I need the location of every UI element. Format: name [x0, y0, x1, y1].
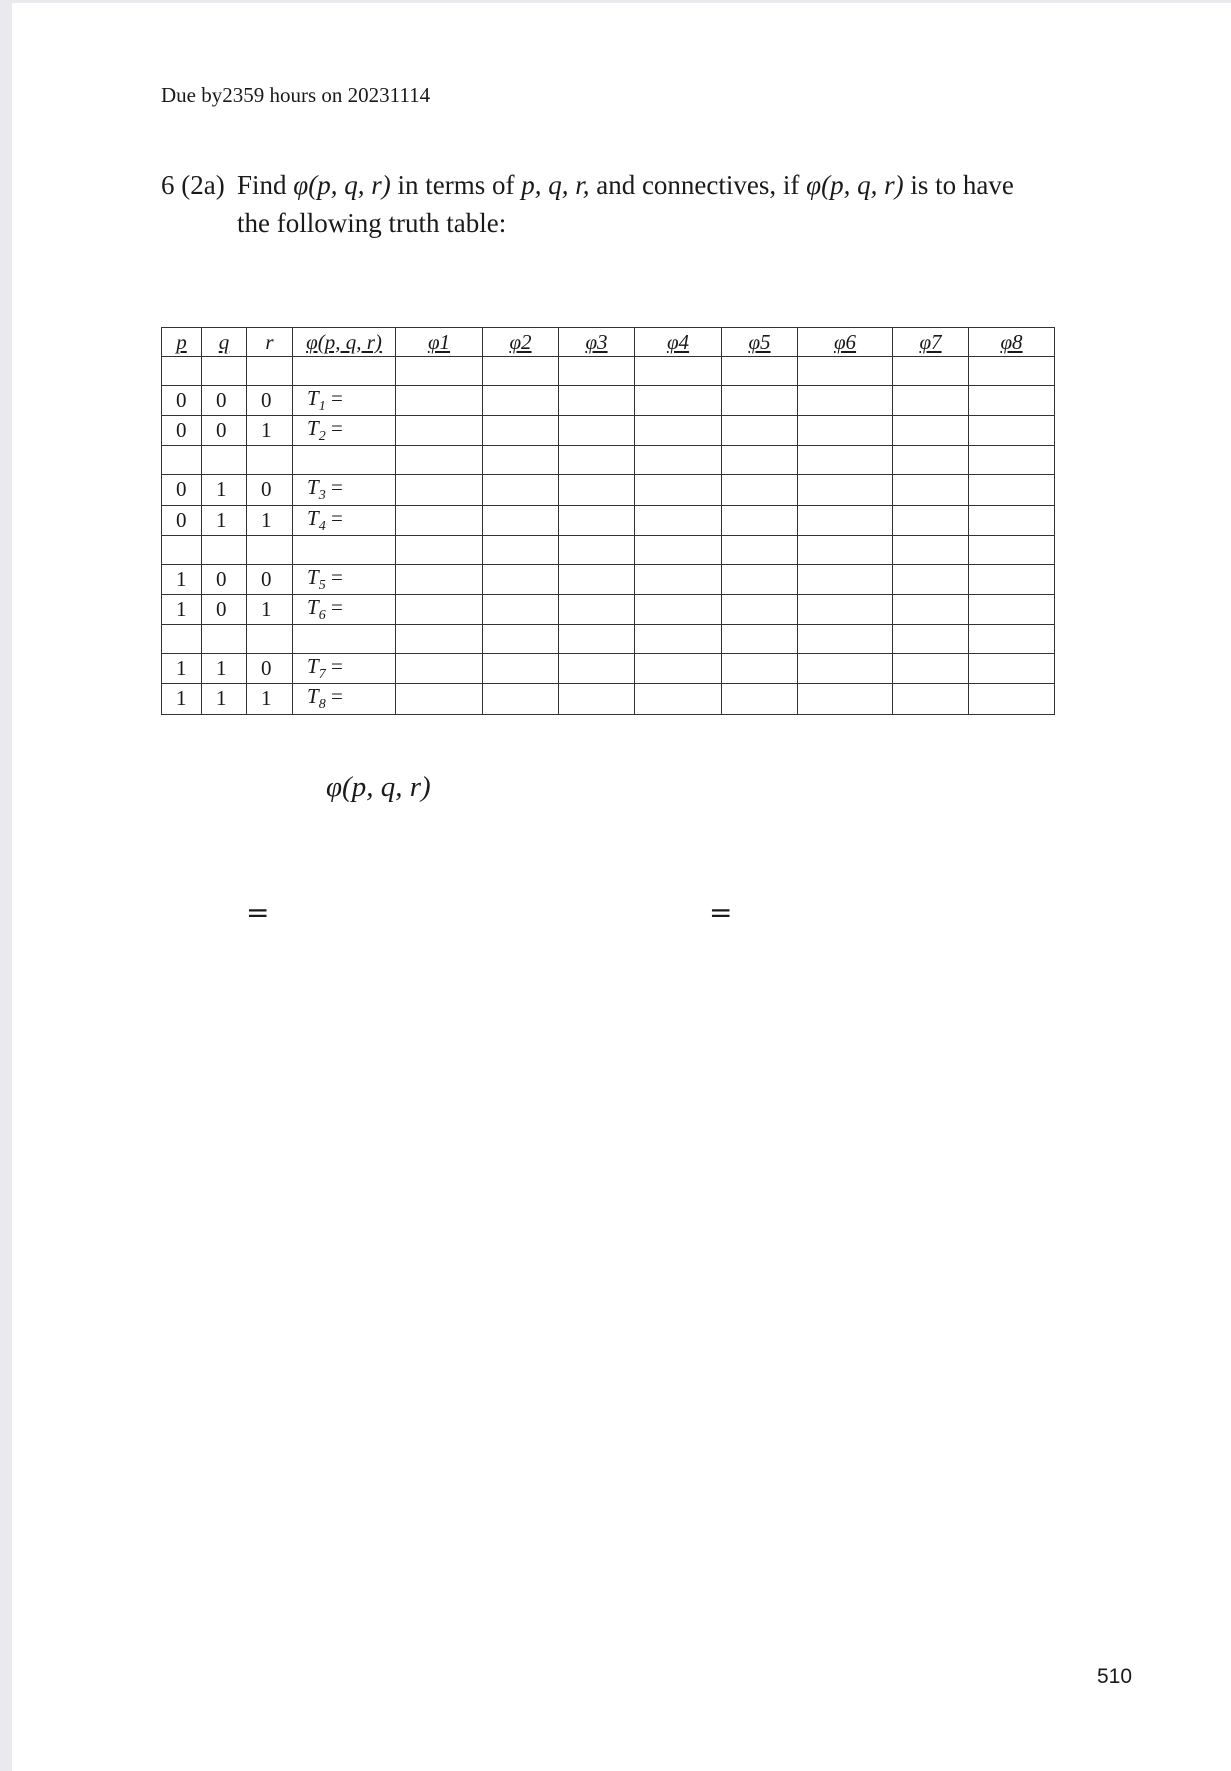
cell-q: 0	[202, 416, 247, 446]
empty-cell	[893, 625, 969, 654]
header-phi: φ(p, q, r)	[293, 328, 396, 357]
empty-cell	[722, 535, 798, 564]
cell-q: 0	[202, 386, 247, 416]
problem-text-b: in terms of	[390, 170, 522, 200]
empty-cell	[635, 684, 722, 714]
cell-p: 1	[162, 684, 202, 714]
empty-cell	[893, 564, 969, 594]
header-phi5: φ5	[722, 328, 798, 357]
empty-cell	[722, 594, 798, 624]
truth-table-body	[162, 357, 1055, 715]
cell-r: 1	[247, 594, 293, 624]
empty-cell	[635, 564, 722, 594]
empty-cell	[202, 535, 247, 564]
empty-cell	[893, 654, 969, 684]
empty-cell	[483, 564, 559, 594]
empty-cell	[722, 446, 798, 475]
cell-phi-value	[293, 416, 396, 446]
empty-cell	[396, 416, 483, 446]
truth-table-header-row	[162, 328, 1055, 357]
empty-cell	[483, 535, 559, 564]
table-row	[162, 654, 1055, 684]
problem-text-d: is to have	[903, 170, 1014, 200]
empty-cell	[969, 386, 1055, 416]
header-q: q	[202, 328, 247, 357]
empty-cell	[798, 564, 893, 594]
cell-q: 1	[202, 475, 247, 505]
empty-cell	[293, 625, 396, 654]
cell-q: 1	[202, 505, 247, 535]
term-subscript: 5	[318, 577, 326, 593]
cell-r: 0	[247, 386, 293, 416]
empty-cell	[722, 684, 798, 714]
empty-cell	[162, 357, 202, 386]
document-page	[12, 3, 1231, 1771]
cell-q: 1	[202, 654, 247, 684]
empty-cell	[202, 357, 247, 386]
empty-cell	[162, 625, 202, 654]
empty-cell	[483, 416, 559, 446]
empty-cell	[635, 535, 722, 564]
table-row-blank	[162, 357, 1055, 386]
empty-cell	[635, 654, 722, 684]
empty-cell	[247, 625, 293, 654]
cell-phi-value	[293, 505, 396, 535]
table-row-blank	[162, 625, 1055, 654]
cell-r: 0	[247, 564, 293, 594]
empty-cell	[293, 535, 396, 564]
term-subscript: 4	[318, 518, 326, 534]
empty-cell	[559, 475, 635, 505]
empty-cell	[722, 625, 798, 654]
term-letter: T	[307, 416, 319, 441]
empty-cell	[969, 446, 1055, 475]
cell-p: 1	[162, 564, 202, 594]
empty-cell	[483, 654, 559, 684]
empty-cell	[798, 684, 893, 714]
cell-r: 1	[247, 505, 293, 535]
empty-cell	[969, 357, 1055, 386]
empty-cell	[798, 475, 893, 505]
empty-cell	[893, 386, 969, 416]
cell-q: 0	[202, 594, 247, 624]
empty-cell	[559, 357, 635, 386]
cell-r: 1	[247, 416, 293, 446]
empty-cell	[798, 357, 893, 386]
empty-cell	[162, 446, 202, 475]
empty-cell	[893, 594, 969, 624]
header-phi2: φ2	[483, 328, 559, 357]
term-equals: =	[325, 564, 343, 589]
empty-cell	[483, 386, 559, 416]
empty-cell	[893, 505, 969, 535]
cell-q: 1	[202, 684, 247, 714]
term-letter: T	[307, 564, 319, 589]
term-letter: T	[307, 475, 319, 500]
empty-cell	[798, 594, 893, 624]
equals-sign-2: =	[709, 896, 733, 929]
empty-cell	[969, 416, 1055, 446]
table-row	[162, 684, 1055, 714]
empty-cell	[969, 475, 1055, 505]
empty-cell	[893, 684, 969, 714]
term-subscript: 8	[318, 697, 326, 713]
phi-expression-2: φ(p, q, r)	[806, 170, 904, 200]
cell-p: 1	[162, 594, 202, 624]
term-subscript: 6	[318, 608, 326, 624]
empty-cell	[635, 357, 722, 386]
empty-cell	[722, 475, 798, 505]
empty-cell	[635, 505, 722, 535]
table-row-blank	[162, 535, 1055, 564]
empty-cell	[798, 654, 893, 684]
empty-cell	[635, 386, 722, 416]
variables: p, q, r,	[521, 170, 590, 200]
cell-r: 1	[247, 684, 293, 714]
term-subscript: 7	[318, 667, 326, 683]
cell-r: 0	[247, 654, 293, 684]
empty-cell	[559, 386, 635, 416]
cell-p: 0	[162, 416, 202, 446]
empty-cell	[396, 684, 483, 714]
empty-cell	[559, 535, 635, 564]
cell-p: 0	[162, 475, 202, 505]
phi-expression: φ(p, q, r)	[293, 170, 391, 200]
empty-cell	[798, 386, 893, 416]
cell-r: 0	[247, 475, 293, 505]
cell-p: 0	[162, 505, 202, 535]
cell-phi-value	[293, 654, 396, 684]
empty-cell	[969, 684, 1055, 714]
empty-cell	[893, 446, 969, 475]
empty-cell	[202, 625, 247, 654]
table-row	[162, 416, 1055, 446]
empty-cell	[559, 505, 635, 535]
empty-cell	[396, 535, 483, 564]
cell-q: 0	[202, 564, 247, 594]
empty-cell	[635, 446, 722, 475]
empty-cell	[722, 416, 798, 446]
empty-cell	[635, 416, 722, 446]
empty-cell	[483, 625, 559, 654]
empty-cell	[969, 654, 1055, 684]
term-letter: T	[307, 505, 319, 530]
cell-phi-value	[293, 594, 396, 624]
empty-cell	[559, 594, 635, 624]
problem-number: 6 (2a)	[161, 170, 225, 200]
empty-cell	[969, 535, 1055, 564]
empty-cell	[396, 357, 483, 386]
cell-phi-value	[293, 684, 396, 714]
term-equals: =	[325, 386, 343, 410]
empty-cell	[798, 505, 893, 535]
term-subscript: 2	[318, 429, 326, 445]
cell-phi-value	[293, 386, 396, 416]
empty-cell	[635, 475, 722, 505]
empty-cell	[396, 594, 483, 624]
answer-phi-label: φ(p, q, r)	[326, 771, 431, 803]
empty-cell	[396, 654, 483, 684]
header-phi3: φ3	[559, 328, 635, 357]
empty-cell	[893, 475, 969, 505]
empty-cell	[162, 535, 202, 564]
term-letter: T	[307, 684, 319, 709]
term-letter: T	[307, 654, 319, 679]
empty-cell	[247, 357, 293, 386]
empty-cell	[202, 446, 247, 475]
empty-cell	[722, 564, 798, 594]
empty-cell	[798, 416, 893, 446]
due-date-header: Due by2359 hours on 20231114	[161, 83, 431, 107]
empty-cell	[247, 446, 293, 475]
empty-cell	[722, 386, 798, 416]
empty-cell	[893, 535, 969, 564]
empty-cell	[396, 446, 483, 475]
empty-cell	[893, 416, 969, 446]
empty-cell	[559, 564, 635, 594]
table-row	[162, 564, 1055, 594]
table-row	[162, 594, 1055, 624]
empty-cell	[722, 357, 798, 386]
equals-sign-1: =	[246, 896, 270, 929]
empty-cell	[293, 446, 396, 475]
header-phi1: φ1	[396, 328, 483, 357]
empty-cell	[559, 446, 635, 475]
empty-cell	[635, 594, 722, 624]
term-equals: =	[325, 505, 343, 530]
empty-cell	[396, 386, 483, 416]
problem-text-c: and connectives, if	[589, 170, 807, 200]
problem-text-line2: the following truth table:	[237, 208, 507, 238]
empty-cell	[969, 505, 1055, 535]
term-equals: =	[325, 654, 343, 679]
empty-cell	[396, 625, 483, 654]
header-phi4: φ4	[635, 328, 722, 357]
empty-cell	[483, 594, 559, 624]
empty-cell	[635, 625, 722, 654]
header-p: p	[162, 328, 202, 357]
empty-cell	[483, 446, 559, 475]
header-phi8: φ8	[969, 328, 1055, 357]
empty-cell	[559, 625, 635, 654]
term-letter: T	[307, 594, 319, 619]
term-equals: =	[325, 684, 343, 709]
problem-statement	[161, 166, 1141, 242]
term-subscript: 1	[318, 399, 326, 415]
term-letter: T	[307, 386, 319, 410]
cell-phi-value	[293, 564, 396, 594]
table-row-blank	[162, 446, 1055, 475]
empty-cell	[969, 625, 1055, 654]
table-row	[162, 505, 1055, 535]
table-row	[162, 475, 1055, 505]
term-equals: =	[325, 475, 343, 500]
empty-cell	[969, 564, 1055, 594]
header-r: r	[247, 328, 293, 357]
empty-cell	[396, 505, 483, 535]
truth-table	[161, 327, 1055, 715]
empty-cell	[559, 684, 635, 714]
empty-cell	[798, 625, 893, 654]
empty-cell	[247, 535, 293, 564]
term-subscript: 3	[318, 488, 326, 504]
term-equals: =	[325, 416, 343, 441]
empty-cell	[483, 357, 559, 386]
header-phi7: φ7	[893, 328, 969, 357]
empty-cell	[969, 594, 1055, 624]
cell-p: 1	[162, 654, 202, 684]
empty-cell	[483, 475, 559, 505]
cell-p: 0	[162, 386, 202, 416]
empty-cell	[396, 475, 483, 505]
empty-cell	[893, 357, 969, 386]
empty-cell	[483, 684, 559, 714]
empty-cell	[722, 654, 798, 684]
header-phi6: φ6	[798, 328, 893, 357]
page-number: 510	[1097, 1665, 1133, 1688]
empty-cell	[798, 535, 893, 564]
empty-cell	[722, 505, 798, 535]
empty-cell	[483, 505, 559, 535]
cell-phi-value	[293, 475, 396, 505]
empty-cell	[559, 416, 635, 446]
table-row	[162, 386, 1055, 416]
term-equals: =	[325, 594, 343, 619]
problem-text-a: Find	[237, 170, 294, 200]
empty-cell	[293, 357, 396, 386]
empty-cell	[798, 446, 893, 475]
empty-cell	[559, 654, 635, 684]
empty-cell	[396, 564, 483, 594]
